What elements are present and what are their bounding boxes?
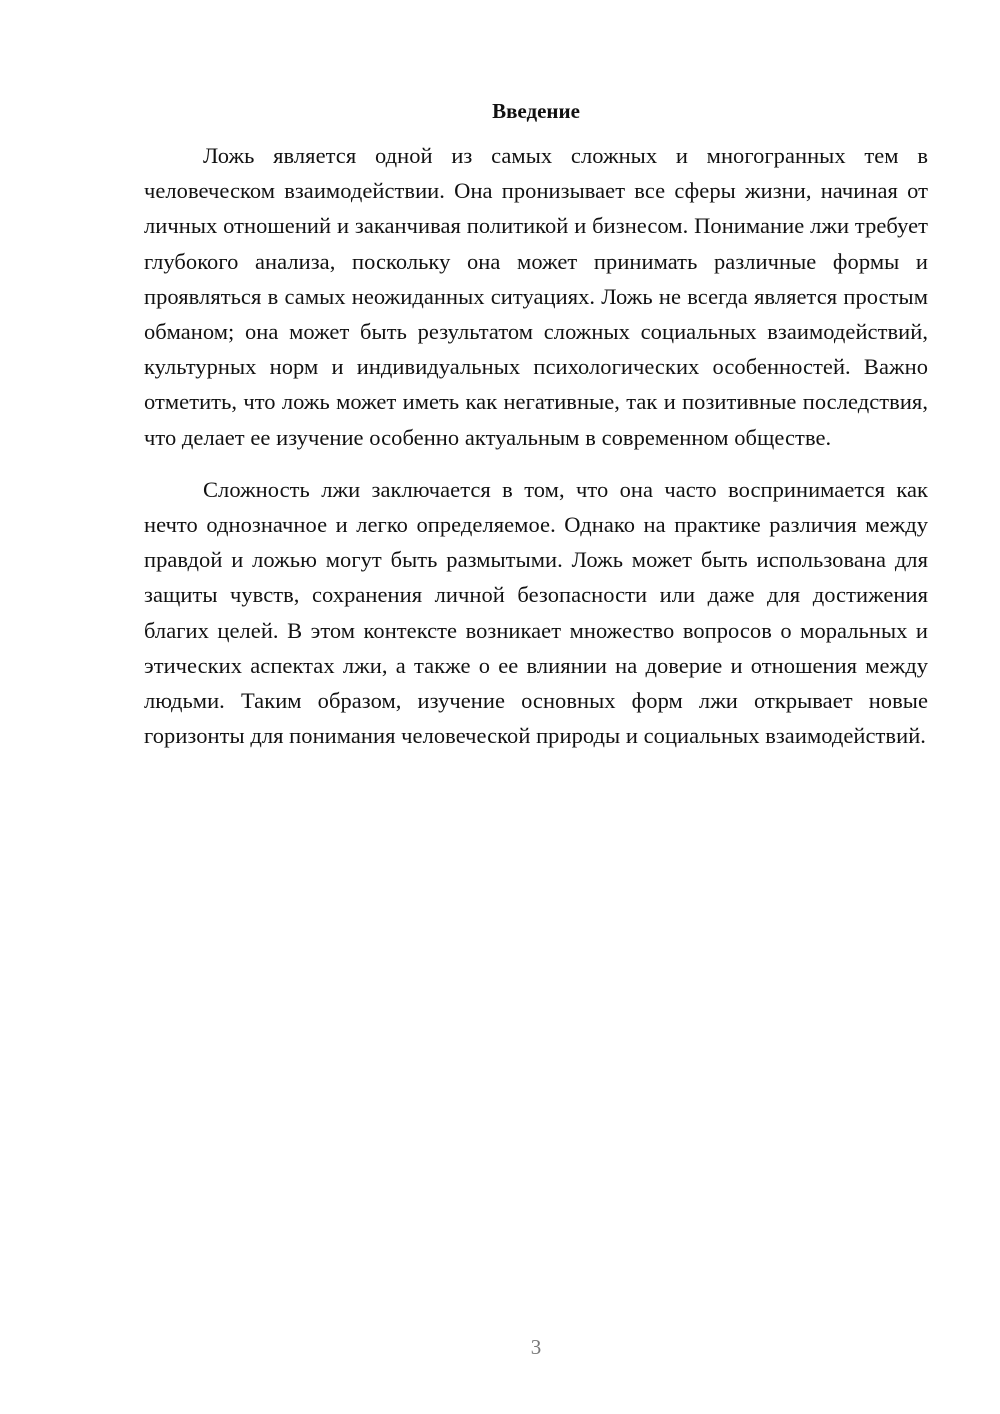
paragraph-1: Ложь является одной из самых сложных и многогранных тем в человеческом взаимодействии. Она пронизывает все сферы жизни, начиная от личных отношений и заканчивая политикой и бизнесом. Понимание лжи требует глубокого анализа, поскольку она может принимать различные формы и проявляться в самых неожиданных ситуациях. Ложь не всегда является простым обманом; она может быть результатом сложных социальных взаимодействий, культурных норм и индивидуальных психологических особенностей. Важно отметить, что ложь может иметь как негативные, так и позитивные последствия, что делает ее изучение особенно актуальным в современном обществе. — [144, 143, 928, 450]
page-number: 3 — [530, 1335, 542, 1359]
paragraph-2: Сложность лжи заключается в том, что она часто воспринимается как нечто однозначное и легко определяемое. Однако на практике различия между правдой и ложью могут быть размытыми. Ложь может быть использована для защиты чувств, сохранения личной безопасности или даже для достижения благих целей. В этом контексте возникает множество вопросов о моральных и этических аспектах лжи, а также о ее влиянии на доверие и отношения между людьми. Таким образом, изучение основных форм лжи открывает новые горизонты для понимания человеческой природы и социальных взаимодействий. — [144, 476, 928, 749]
section-heading: Введение — [492, 99, 580, 123]
page-content — [144, 96, 928, 753]
